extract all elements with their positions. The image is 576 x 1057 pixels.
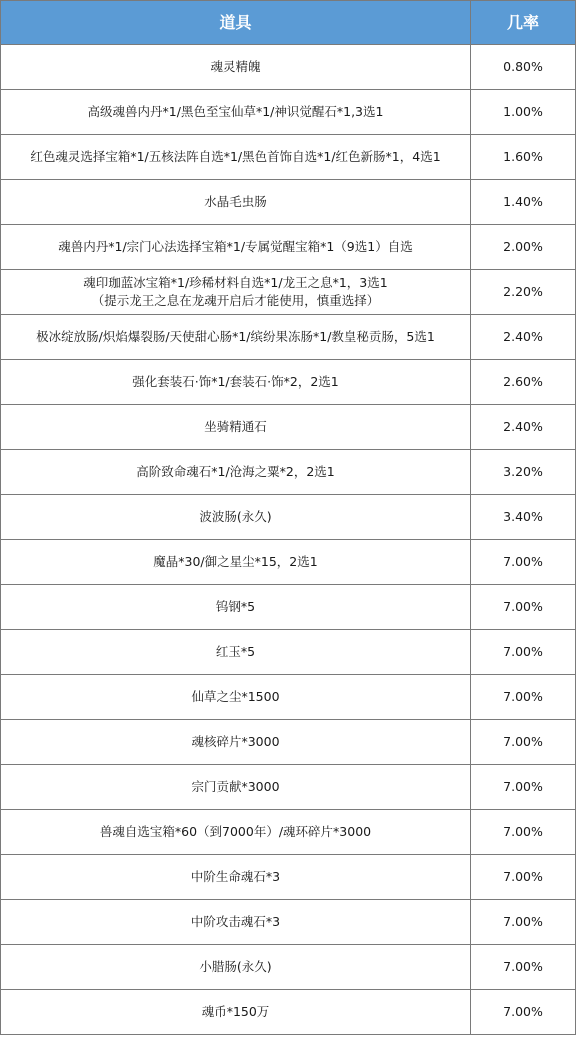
rate-cell: 7.00%: [471, 990, 576, 1035]
item-name: 水晶毛虫肠: [204, 194, 267, 209]
table-row: [1, 720, 576, 765]
item-cell: [1, 450, 471, 495]
item-name: 魂币*150万: [201, 1004, 270, 1019]
rate-cell: 7.00%: [471, 630, 576, 675]
item-cell: [1, 945, 471, 990]
table-header: [1, 1, 576, 45]
item-cell: [1, 585, 471, 630]
item-name: 魂核碎片*3000: [191, 734, 280, 749]
rate-cell: 7.00%: [471, 720, 576, 765]
rate-cell: 2.00%: [471, 225, 576, 270]
rate-cell: 2.40%: [471, 405, 576, 450]
item-cell: [1, 225, 471, 270]
item-cell: [1, 720, 471, 765]
rate-cell: 7.00%: [471, 675, 576, 720]
rate-cell: 7.00%: [471, 810, 576, 855]
item-name: 中阶生命魂石*3: [190, 869, 281, 884]
table-row: [1, 405, 576, 450]
table-row: [1, 855, 576, 900]
item-cell: [1, 45, 471, 90]
item-cell: [1, 135, 471, 180]
rate-cell: 0.80%: [471, 45, 576, 90]
rate-cell: 3.40%: [471, 495, 576, 540]
item-name: 坐骑精通石: [204, 419, 267, 434]
item-cell: [1, 405, 471, 450]
table-row: [1, 225, 576, 270]
table-row: [1, 270, 576, 315]
table-row: [1, 360, 576, 405]
item-name: 波波肠(永久): [199, 509, 272, 524]
item-name: （提示龙王之息在龙魂开启后才能使用，慎重选择）: [91, 293, 380, 308]
item-cell: [1, 765, 471, 810]
rate-cell: 7.00%: [471, 765, 576, 810]
table-row: [1, 495, 576, 540]
rate-cell: 2.40%: [471, 315, 576, 360]
table-row: [1, 180, 576, 225]
table-body: [1, 45, 576, 1035]
header-rate: 几率: [471, 1, 576, 45]
item-cell: [1, 990, 471, 1035]
rate-cell: 1.60%: [471, 135, 576, 180]
rate-cell: 1.40%: [471, 180, 576, 225]
rate-cell: 7.00%: [471, 945, 576, 990]
item-name: 高阶致命魂石*1/沧海之粟*2，2选1: [136, 464, 335, 479]
table-row: [1, 630, 576, 675]
item-cell: [1, 90, 471, 135]
table-row: [1, 585, 576, 630]
item-name: 宗门贡献*3000: [191, 779, 280, 794]
table-row: [1, 315, 576, 360]
item-cell: [1, 180, 471, 225]
table-row: [1, 990, 576, 1035]
item-name: 红玉*5: [215, 644, 256, 659]
item-name: 仙草之尘*1500: [191, 689, 280, 704]
rate-cell: 7.00%: [471, 540, 576, 585]
table-row: [1, 810, 576, 855]
item-cell: [1, 270, 471, 315]
item-name: 极冰绽放肠/炽焰爆裂肠/天使甜心肠*1/缤纷果冻肠*1/教皇秘贡肠，5选1: [36, 329, 435, 344]
item-cell: [1, 360, 471, 405]
item-cell: [1, 315, 471, 360]
item-cell: [1, 900, 471, 945]
table-row: [1, 450, 576, 495]
rate-cell: 7.00%: [471, 900, 576, 945]
rate-cell: 7.00%: [471, 855, 576, 900]
table-row: [1, 765, 576, 810]
item-name: 魂灵精魄: [210, 59, 261, 74]
item-name: 强化套装石·饰*1/套装石·饰*2，2选1: [132, 374, 339, 389]
item-name: 魂兽内丹*1/宗门心法选择宝箱*1/专属觉醒宝箱*1（9选1）自选: [58, 239, 413, 254]
item-cell: [1, 675, 471, 720]
table-row: [1, 90, 576, 135]
item-cell: [1, 630, 471, 675]
table-row: [1, 540, 576, 585]
table-row: [1, 945, 576, 990]
table-row: [1, 675, 576, 720]
header-row: [1, 1, 576, 45]
table-row: [1, 900, 576, 945]
rate-cell: 1.00%: [471, 90, 576, 135]
item-name: 魔晶*30/御之星尘*15，2选1: [153, 554, 318, 569]
item-cell: [1, 855, 471, 900]
header-item: 道具: [1, 1, 471, 45]
item-name: 兽魂自选宝箱*60（到7000年）/魂环碎片*3000: [99, 824, 372, 839]
table-row: [1, 135, 576, 180]
rate-cell: 2.20%: [471, 270, 576, 315]
item-name: 小腊肠(永久): [199, 959, 272, 974]
table-row: [1, 45, 576, 90]
item-name: 中阶攻击魂石*3: [190, 914, 281, 929]
item-cell: [1, 540, 471, 585]
item-cell: [1, 810, 471, 855]
item-name: 魂印珈蓝冰宝箱*1/珍稀材料自选*1/龙王之息*1，3选1: [83, 275, 388, 290]
item-cell: [1, 495, 471, 540]
item-name: 红色魂灵选择宝箱*1/五核法阵自选*1/黑色首饰自选*1/红色新肠*1，4选1: [30, 149, 441, 164]
rate-cell: 7.00%: [471, 585, 576, 630]
item-name: 高级魂兽内丹*1/黑色至宝仙草*1/神识觉醒石*1,3选1: [87, 104, 384, 119]
rate-cell: 2.60%: [471, 360, 576, 405]
rate-cell: 3.20%: [471, 450, 576, 495]
item-name: 钨钢*5: [215, 599, 256, 614]
